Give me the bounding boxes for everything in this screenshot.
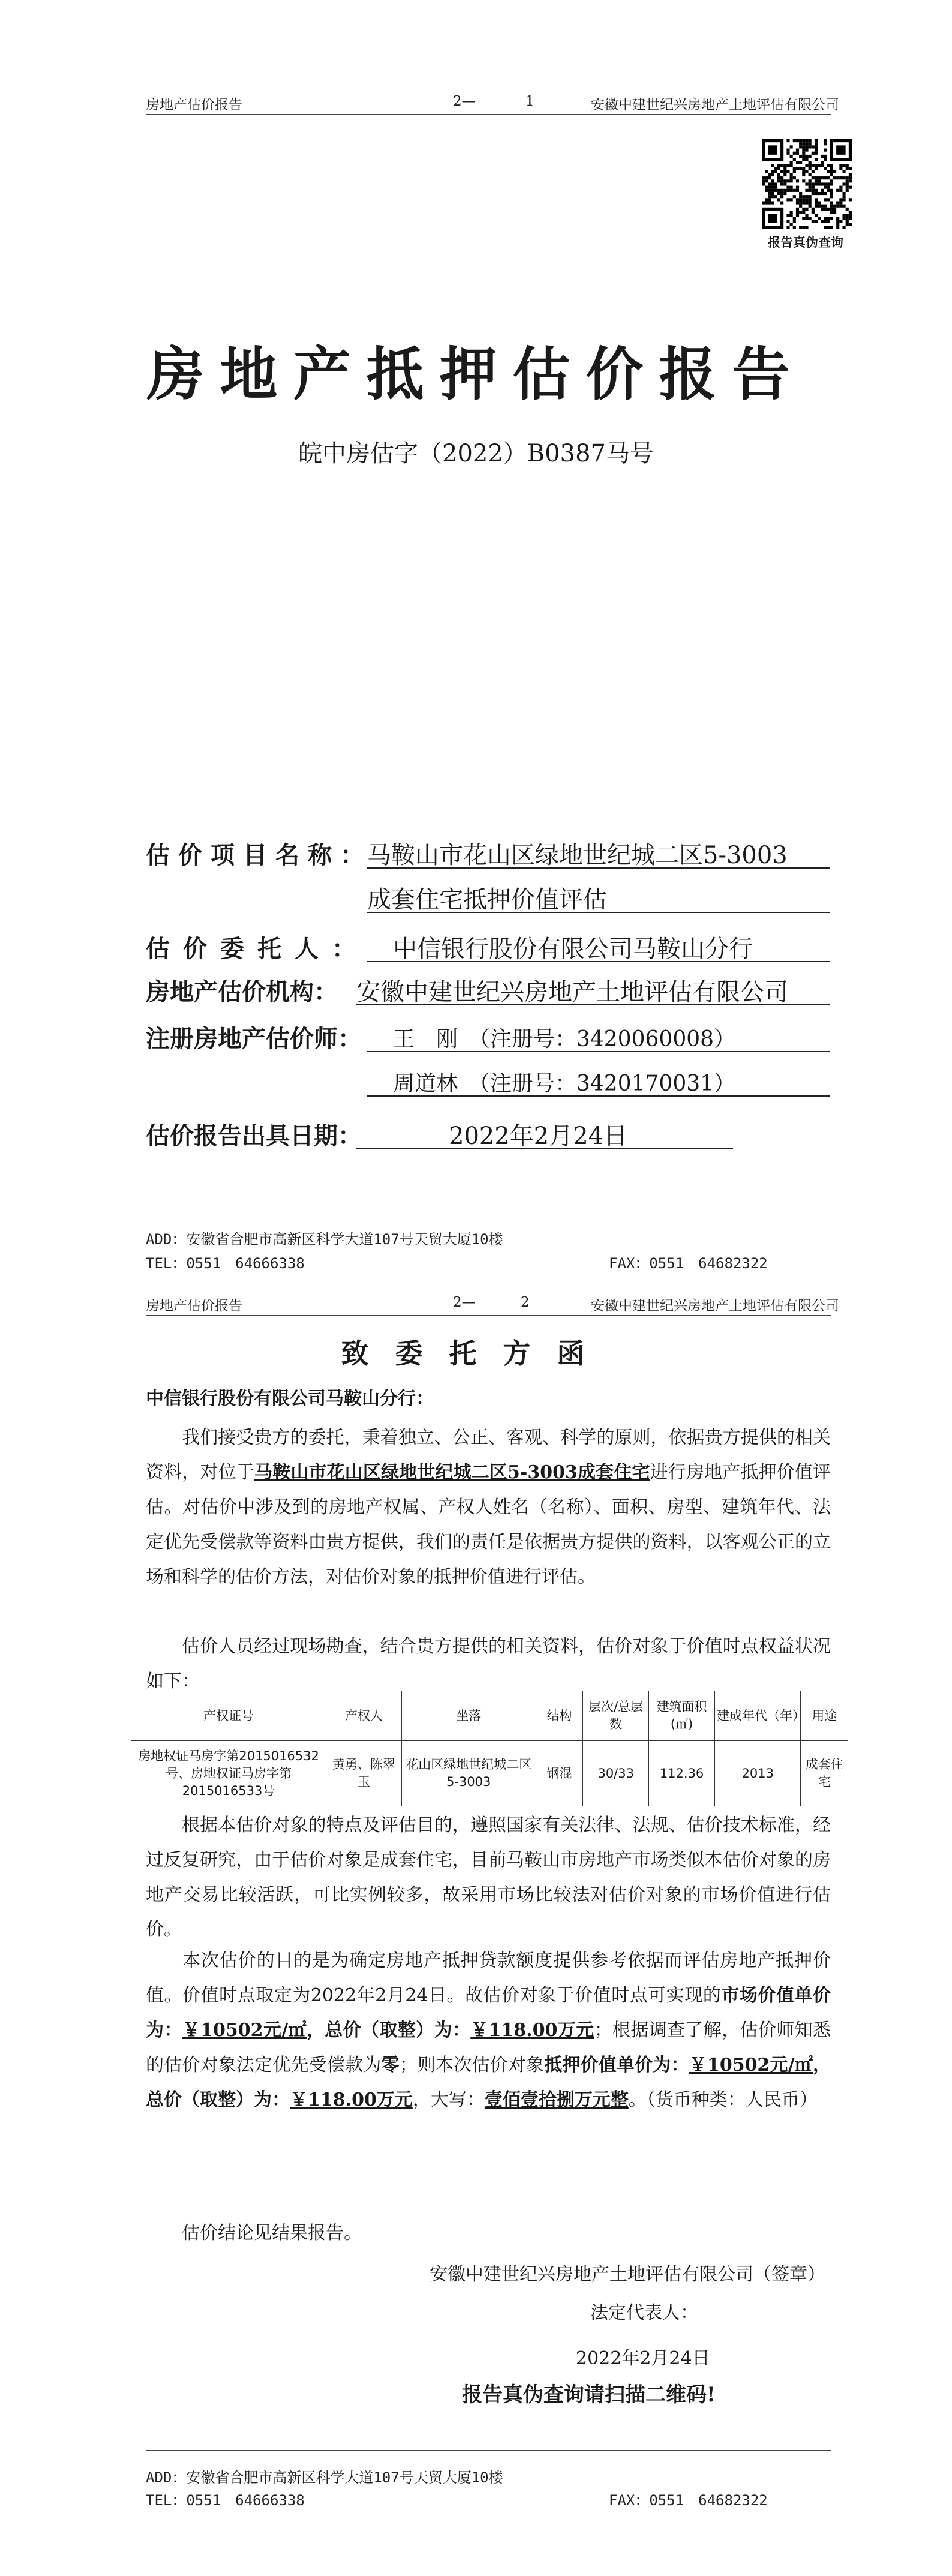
table-cell: 成套住宅 — [801, 1741, 848, 1806]
para4-text-f: ；根据调查了解，估价师知悉的估价对象法定优先受偿款为 — [146, 2020, 831, 2076]
valuer-2: 周道林 （注册号：3420170031） — [393, 1071, 736, 1096]
project-underline-1 — [367, 867, 830, 869]
priority-amount: 零 — [381, 2055, 400, 2076]
table-header: 层次/总层数 — [583, 1691, 649, 1741]
market-total-price: ￥118.00万元 — [470, 2020, 594, 2041]
addressee: 中信银行股份有限公司马鞍山分行： — [146, 1388, 434, 1409]
paragraph-2 — [146, 1629, 831, 1699]
page2-header-right: 安徽中建世纪兴房地产土地评估有限公司 — [591, 1298, 839, 1314]
mortgage-total-price: ￥118.00万元 — [290, 2089, 413, 2110]
table-cell: 2013 — [714, 1741, 800, 1806]
para3-text: 根据本估价对象的特点及评估目的，遵照国家有关法律、法规、估价技术标准，经过反复研究，由于估价对象是成套住宅，目前马鞍山市房地产市场类似本估价对象的房地产交易比较活跃，可比实例较多，故采用市场比较法对估价对象的市场价值进行估价。 — [146, 1815, 831, 1940]
para4-text-h: ；则本次估价对象 — [399, 2055, 545, 2076]
agency-label: 房地产估价机构： — [146, 978, 338, 1006]
paragraph-4 — [146, 1944, 831, 2118]
page1-footer-fax: FAX：0551－64682322 — [609, 1255, 768, 1272]
market-unit-label: 市场价值单价为： — [146, 1985, 831, 2041]
page2-header-rule — [146, 1315, 831, 1316]
qr-notice: 报告真伪查询请扫描二维码! — [462, 2383, 716, 2407]
date-label: 估价报告出具日期： — [146, 1122, 362, 1150]
report-number: 皖中房估字（2022）B0387马号 — [298, 440, 654, 467]
table-header: 坐落 — [401, 1691, 536, 1741]
page2-header-page: 2— — [453, 1295, 476, 1310]
para1-text-c: 进行房地产抵押价值评估。对估价中涉及到的房地产权属、产权人姓名（名称）、面积、房型、建筑年代、法定优先受偿款等资料由贵方提供，我们的责任是依据贵方提供的资料，以客观公正的立场和科学的估价方法，对估价对象的抵押价值进行评估。 — [146, 1462, 831, 1587]
page1-header-rule — [146, 114, 831, 115]
valuer-label: 注册房地产估价师： — [146, 1025, 362, 1053]
valuer-row — [146, 1020, 362, 1054]
client-label: 估价委托人： — [146, 935, 369, 963]
client-value: 中信银行股份有限公司马鞍山分行 — [393, 935, 753, 963]
project-label: 估价项目名称： — [146, 841, 373, 869]
table-header: 结构 — [536, 1691, 582, 1741]
market-unit-price: ￥10502元/㎡ — [182, 2020, 307, 2041]
amount-in-words: 壹佰壹拾捌万元整 — [484, 2089, 629, 2110]
market-total-label: ，总价（取整）为： — [306, 2020, 471, 2041]
para2-text: 估价人员经过现场勘查，结合贵方提供的相关资料，估价对象于价值时点权益状况如下： — [146, 1636, 831, 1692]
page1-header-num: 1 — [525, 94, 534, 109]
table-cell: 钢混 — [536, 1741, 582, 1806]
table-cell: 房地权证马房字第2015016532号、房地权证马房字第2015016533号 — [131, 1741, 326, 1806]
project-underline-2 — [367, 912, 830, 913]
date-row — [146, 1117, 362, 1151]
para1-text-a: 我们接受贵方的委托，秉着独立、公正、客观、科学的原则，依据贵方提供的相关资料，对位于 — [146, 1427, 831, 1483]
table-header: 建成年代（年） — [714, 1691, 800, 1741]
para4-text-o: 。（货币种类：人民币） — [628, 2089, 818, 2110]
para1-property: 马鞍山市花山区绿地世纪城二区5-3003成套住宅 — [254, 1462, 650, 1483]
estimate-table — [131, 1691, 848, 1806]
table-header-row — [131, 1691, 848, 1741]
page2-footer-tel: TEL：0551－64666338 — [146, 2492, 305, 2509]
page2-header-num: 2 — [521, 1295, 530, 1310]
page1-footer-tel: TEL：0551－64666338 — [146, 1255, 305, 1272]
mortgage-unit-price: ￥10502元/㎡ — [689, 2055, 813, 2076]
company-sign: 安徽中建世纪兴房地产土地评估有限公司（签章） — [430, 2264, 825, 2285]
valuer-underline-1 — [367, 1051, 830, 1052]
project-value-2: 成套住宅抵押价值评估 — [367, 886, 607, 914]
table-cell: 112.36 — [649, 1741, 715, 1806]
mortgage-unit-label: 抵押价值单价为： — [544, 2055, 689, 2076]
page2-footer-rule — [146, 2450, 831, 2451]
date-underline — [356, 1148, 733, 1149]
table-cell: 30/33 — [583, 1741, 649, 1806]
page2-footer-fax: FAX：0551－64682322 — [609, 2492, 768, 2509]
page2-footer-add: ADD：安徽省合肥市高新区科学大道107号天贸大厦10楼 — [146, 2469, 503, 2486]
paragraph-1 — [146, 1421, 831, 1595]
sign-date: 2022年2月24日 — [576, 2348, 710, 2369]
project-value-1: 马鞍山市花山区绿地世纪城二区5-3003 — [367, 842, 788, 869]
table-header: 用途 — [801, 1691, 848, 1741]
table-header: 产权人 — [326, 1691, 402, 1741]
page1-footer-add: ADD：安徽省合肥市高新区科学大道107号天贸大厦10楼 — [146, 1231, 503, 1248]
para4-text-m: ，大写： — [412, 2089, 485, 2110]
table-cell: 花山区绿地世纪城二区5-3003 — [401, 1741, 536, 1806]
table-row — [131, 1741, 848, 1806]
letter-title: 致委托方函 — [341, 1337, 611, 1370]
page1-header-page: 2— — [453, 94, 476, 109]
qr-label: 报告真伪查询 — [768, 235, 843, 250]
legal-representative: 法定代表人： — [590, 2302, 698, 2323]
para4-text-a: 本次估价的目的是为确定房地产抵押贷款额度提供参考依据而评估房地产抵押价值。价值时点取定为2022年2月24日。故估价对象于价值时点可实现的 — [146, 1950, 831, 2006]
page1-header-right: 安徽中建世纪兴房地产土地评估有限公司 — [591, 97, 839, 113]
paragraph-5 — [146, 2216, 831, 2251]
agency-row — [146, 973, 338, 1007]
client-underline — [367, 961, 830, 962]
agency-underline — [356, 1004, 830, 1005]
date-value: 2022年2月24日 — [449, 1122, 628, 1150]
valuer-1: 王 刚 （注册号：3420060008） — [393, 1027, 736, 1052]
qr-code-icon[interactable] — [762, 139, 852, 229]
para5-text: 估价结论见结果报告。 — [182, 2223, 362, 2244]
table-cell: 黄勇、陈翠玉 — [326, 1741, 402, 1806]
client-row — [146, 930, 369, 964]
table-header: 产权证号 — [131, 1691, 326, 1741]
mortgage-total-label: ，总价（取整）为： — [146, 2055, 831, 2110]
agency-value: 安徽中建世纪兴房地产土地评估有限公司 — [356, 978, 788, 1006]
page2-header-left: 房地产估价报告 — [146, 1298, 242, 1314]
paragraph-3 — [146, 1808, 831, 1947]
valuer-underline-2 — [367, 1095, 830, 1097]
project-row — [146, 836, 373, 870]
table-header: 建筑面积(㎡) — [649, 1691, 715, 1741]
cover-title: 房地产抵押估价报告 — [146, 340, 806, 408]
page1-header-left: 房地产估价报告 — [146, 97, 242, 113]
